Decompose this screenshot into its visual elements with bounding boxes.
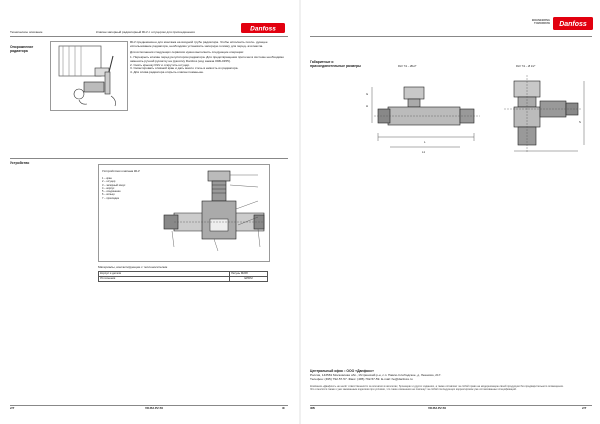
left-footer-mark: Ф <box>282 406 285 410</box>
part-5: 5 – соединение <box>102 190 121 194</box>
material-name: Корпус и детали <box>99 272 230 277</box>
drain-paragraph-4: 2. Снять крышку RLV и открутить штуцер. <box>130 62 190 67</box>
device-caption: Устройство клапана RLV <box>102 169 140 173</box>
dim-label-l: L <box>424 140 426 144</box>
drain-text <box>130 41 290 75</box>
drain-paragraph-3: 1. Перекрыть клапан перед регулятором радиатора. Для предотвращения протечек в системе необходимо заменить ручной рукоятку на рукоятку Danfoss (код заказа 003L0155). <box>130 54 285 63</box>
diagram-label-right: RLV 7/1 – Ø 1/2" <box>516 65 536 68</box>
page-gutter <box>299 0 301 424</box>
address-line-2: Телефон: (495) 792-57-57. Факс: (495) 792-57-59. E-mail: he@danfoss.ru <box>310 376 413 381</box>
dimensions-title: Габаритные и присоединительные размеры <box>310 60 361 68</box>
part-7: 7 – прокладка <box>102 196 119 200</box>
address-block <box>310 374 540 382</box>
right-footer-mark: ФБ <box>310 406 315 410</box>
disclaimer <box>310 385 594 392</box>
dim-label-l1: L1 <box>422 150 426 154</box>
drain-paragraph-2: Для исполнения следующих сервисов нужно выполнить следующие операции: <box>130 49 244 54</box>
left-footer-code: VD.B2.P2.50 <box>145 406 164 410</box>
right-footer-code: VD.B2.P2.50 <box>428 406 447 410</box>
drain-illustration <box>50 41 128 111</box>
left-header-rule <box>10 36 288 37</box>
device-illustration-box <box>98 164 270 262</box>
drain-paragraph-5: 3. Смонтировать сливной кран и дать масло стечь в емкость из радиатора. <box>130 66 239 71</box>
left-page <box>0 0 298 424</box>
material-value: EPDM <box>230 277 268 282</box>
part-6: 6 – кольцо <box>102 193 115 197</box>
part-2: 2 – штуцер <box>102 180 116 184</box>
drain-paragraph-6: 4. Для слива радиатора открыть клапан поменьше. <box>130 70 204 75</box>
section-drain-title: Опорожнение радиатора <box>10 45 34 53</box>
materials-title: Материалы, контактирующие с теплоносителем <box>98 265 168 269</box>
drain-paragraph-1: RLV предназначен для монтажа на входной трубе радиатора. Чтобы исполнить после- дующее использование радиатора, необходимо установить запорную головку для перед- ачи масла. <box>130 40 268 48</box>
brand-tagline <box>516 19 550 26</box>
parts-list <box>102 177 154 200</box>
tagline-line-1: ENGINEERING <box>531 19 550 22</box>
device-rule <box>10 158 288 159</box>
left-footer-page: 2/7 <box>10 406 15 410</box>
disclaimer-line-1: Компания «Данфосс» не несёт ответственности за опечатки в каталогах, брошюрах и других изданиях, а также оставляет за собой право на модернизацию своей продукции без предварительного оповещения. <box>310 385 564 388</box>
part-1: 1 – кран <box>102 177 112 180</box>
right-danfoss-logo <box>553 17 593 30</box>
disclaimer-line-2: Это относится также к уже заказанным изделиям при условии, что такие изменения не повлекут за собой последующих корректировок уже согласованных спецификаций. <box>310 388 517 392</box>
material-name: Уплотнения <box>99 277 230 282</box>
section-device-title: Устройство <box>10 161 30 165</box>
left-danfoss-logo <box>241 22 285 34</box>
part-3: 3 – запорный конус <box>102 183 126 187</box>
right-page <box>302 0 600 424</box>
right-logo-text: Danfoss <box>559 21 587 28</box>
table-row <box>99 277 268 282</box>
tagline-line-2: TOMORROW <box>534 22 550 26</box>
diagram-label-left: RLV 7/1 – Ø1/2" <box>398 65 417 68</box>
right-footer-page: 2/7 <box>582 406 587 410</box>
left-header-category: Техническое описание <box>10 30 43 34</box>
dim-label-g: G <box>366 92 369 96</box>
left-header-product: Клапан запорный радиаторный RLV с штуцером для присоединения <box>96 30 195 34</box>
part-4: 4 – корпус <box>102 186 115 190</box>
material-value: Латунь Ms58 <box>230 272 268 277</box>
dim-label-s: S <box>579 120 581 124</box>
dimension-diagram <box>364 61 590 157</box>
left-logo-text: Danfoss <box>250 25 276 33</box>
right-footer-rule <box>310 405 592 406</box>
valve-dimension-drawing <box>364 61 590 157</box>
materials-table <box>98 271 268 282</box>
dim-label-h: H <box>366 104 369 108</box>
address-line-1: Россия, 143581 Московская обл., Истринский р-н, с.п. Павло-Слободское, д. Лешково, 217. <box>310 373 442 377</box>
address-title: Центральный офис • ООО «Данфосс» <box>310 369 375 373</box>
right-header-rule <box>310 36 592 37</box>
valve-cross-section <box>154 165 268 261</box>
